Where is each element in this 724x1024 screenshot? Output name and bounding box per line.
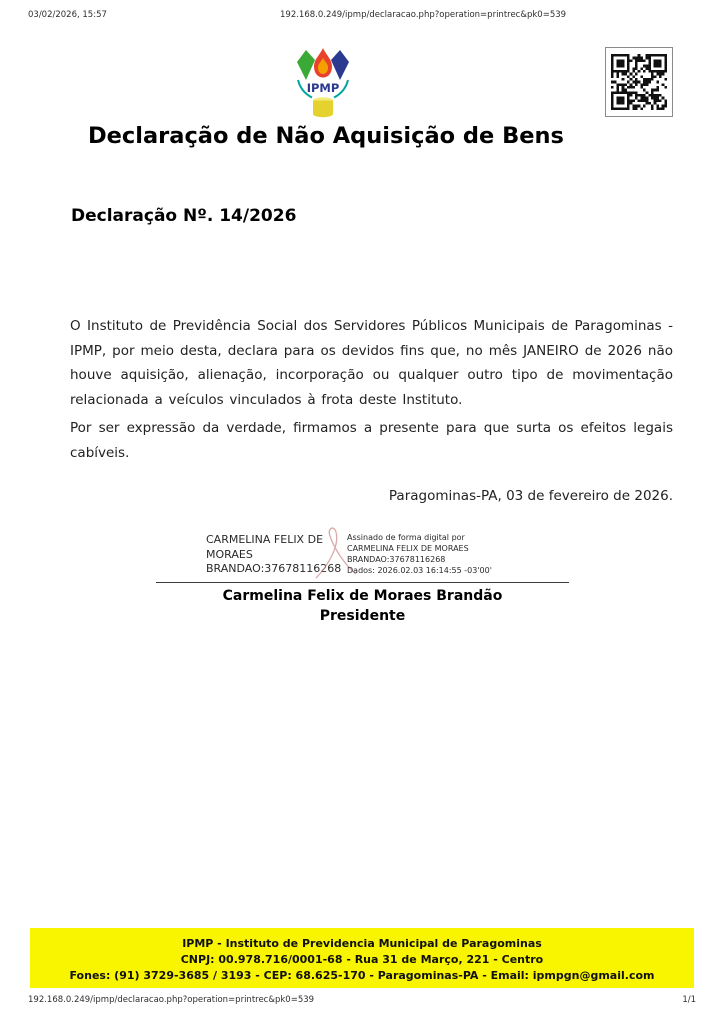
logo-green-leaf-shape: [297, 50, 315, 80]
logo-cylinder-body: [313, 101, 333, 118]
document-title: Declaração de Não Aquisição de Bens: [88, 123, 564, 149]
body-paragraph-2: Por ser expressão da verdade, firmamos a presente para que surta os efeitos legais cabíveis.: [70, 420, 673, 461]
qr-code: [605, 47, 673, 117]
signer-line: CARMELINA FELIX DE: [206, 533, 324, 546]
signature-detail-line: Dados: 2026.02.03 16:14:55 -03'00': [347, 566, 492, 575]
organization-footer: [30, 928, 694, 988]
print-footer-page-number: 1/1: [682, 995, 696, 1005]
signature-detail-line: BRANDAO:37678116268: [347, 555, 446, 564]
print-header-datetime: 03/02/2026, 15:57: [28, 10, 107, 20]
ipmp-logo: [292, 47, 354, 120]
body-paragraph-1: O Instituto de Previdência Social dos Servidores Públicos Municipais de Paragominas - IPMP, por meio desta, declara para os devidos fins que, no mês JANEIRO de 2026 não houve aquisição, alienação, incorporação ou qualquer outro tipo de movimentação relacionada a veículos vinculados à frota deste Instituto.: [70, 318, 673, 408]
logo-acronym-text: IPMP: [306, 81, 340, 95]
print-header-url: 192.168.0.249/ipmp/declaracao.php?operation=printrec&pk0=539: [280, 10, 567, 20]
signature-divider-line: [156, 582, 569, 583]
signature-detail-line: CARMELINA FELIX DE MORAES: [347, 544, 469, 553]
signer-role: Presidente: [319, 608, 406, 624]
logo-blue-leaf-shape: [331, 50, 349, 80]
org-footer-address: CNPJ: 00.978.716/0001-68 - Rua 31 de Março, 221 - Centro: [180, 953, 544, 966]
signer-line: MORAES: [206, 547, 253, 561]
org-footer-contacts: Fones: (91) 3729-3685 / 3193 - CEP: 68.625-170 - Paragominas-PA - Email: ipmpgn@gmail.com: [69, 969, 655, 982]
qr-code-pattern: [611, 54, 667, 110]
signature-detail-line: Assinado de forma digital por: [347, 533, 465, 542]
digital-signature-details: [347, 532, 492, 576]
signer-printed-name: Carmelina Felix de Moraes Brandão: [222, 588, 503, 604]
declaration-number: Declaração Nº. 14/2026: [71, 206, 297, 226]
signer-line: BRANDAO:37678116268: [206, 562, 342, 575]
ipmp-logo-icon: [292, 47, 354, 120]
print-footer-url: 192.168.0.249/ipmp/declaracao.php?operation=printrec&pk0=539: [28, 995, 315, 1005]
org-footer-name: IPMP - Instituto de Previdencia Municipal de Paragominas: [182, 937, 542, 950]
document-body: [70, 314, 673, 469]
city-date-line: Paragominas-PA, 03 de fevereiro de 2026.: [388, 488, 673, 504]
